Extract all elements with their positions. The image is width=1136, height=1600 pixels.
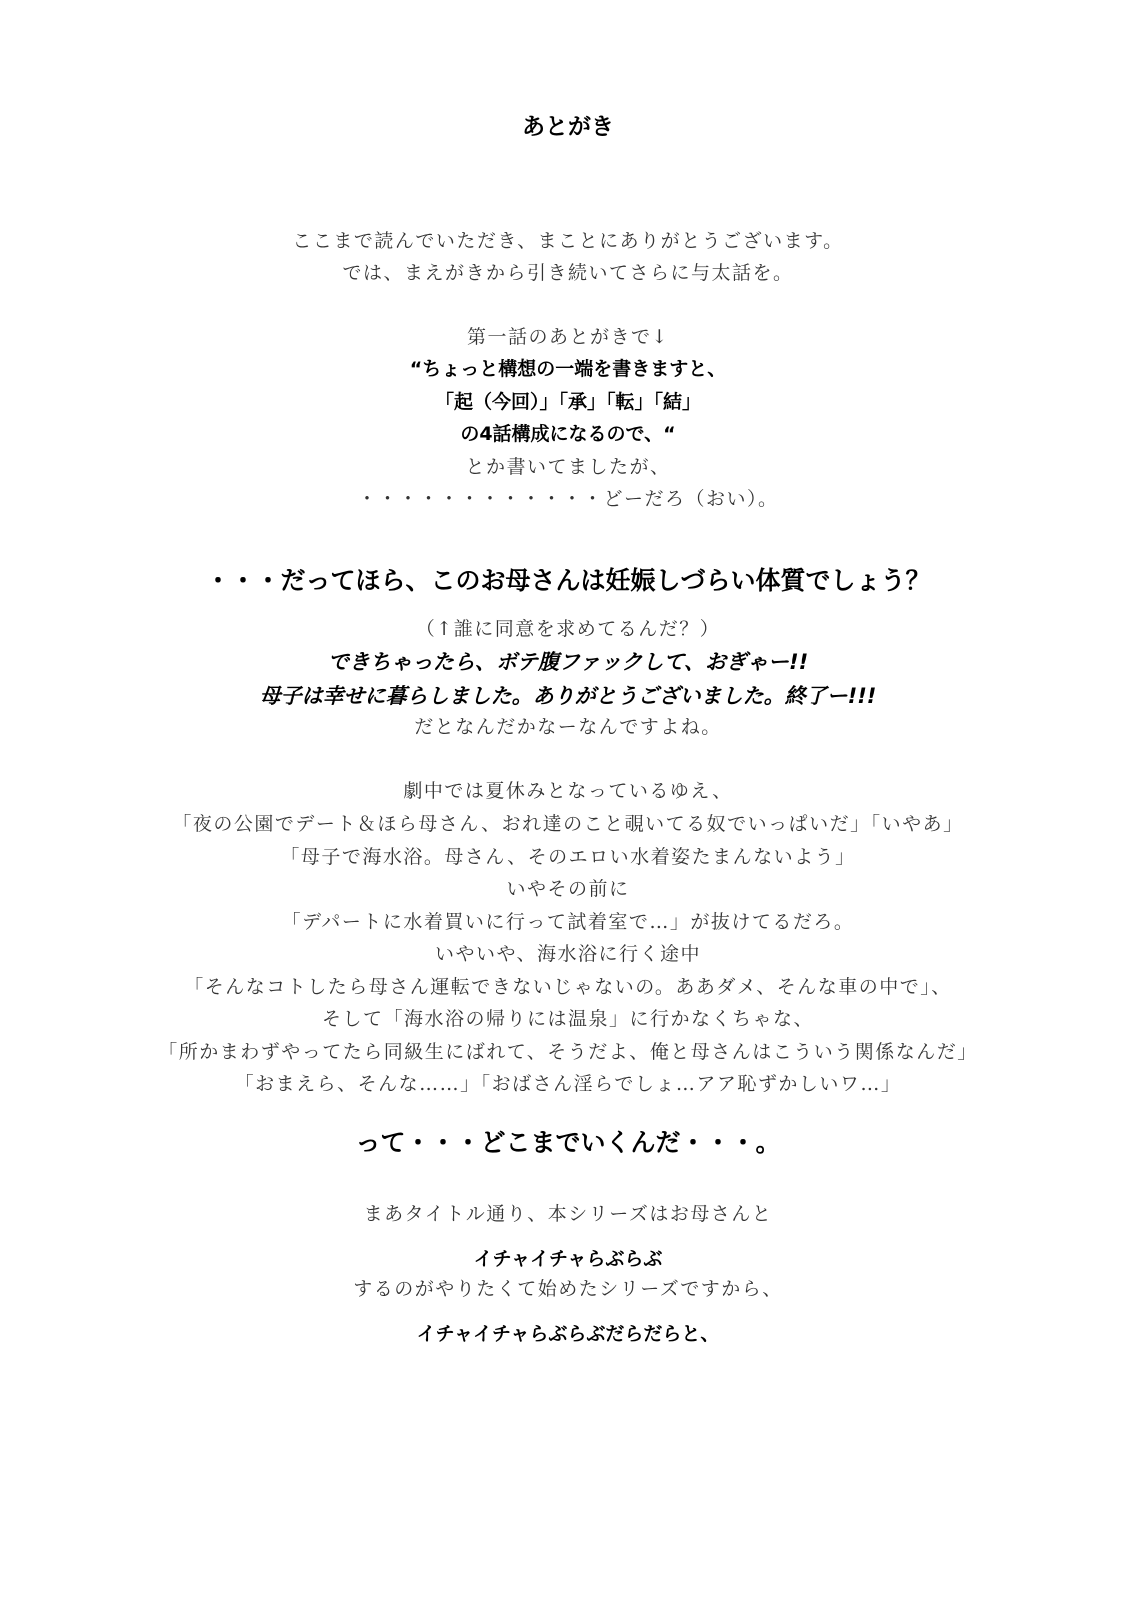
text-line: 「母子で海水浴。母さん、そのエロい水着姿たまんないよう」 <box>280 846 856 868</box>
quoted-line: “ちょっと構想の一端を書きますと、 <box>409 358 727 380</box>
emphasis-line: イチャイチャらぶらぶだらだらと、 <box>416 1323 720 1345</box>
text-line: 「所かまわずやってたら同級生にばれて、そうだよ、俺と母さんはこういう関係なんだ」 <box>158 1041 978 1063</box>
text-line: 「そんなコトしたら母さん運転できないじゃないの。ああダメ、そんな車の中で」、 <box>184 976 952 998</box>
text-line: ・・・・・・・・・・・・どーだろ（おい）。 <box>357 488 779 510</box>
text-line: いやいや、海水浴に行く途中 <box>434 943 702 965</box>
text-line: ここまで読んでいただき、まことにありがとうございます。 <box>292 230 844 252</box>
emphasis-line: ・・・だってほら、このお母さんは妊娠しづらい体質でしょう？ <box>205 566 931 595</box>
emphasis-line: 母子は幸せに暮らしました。ありがとうございました。終了ー!!! <box>259 684 877 708</box>
text-line: 「デパートに水着買いに行って試着室で…」が抜けてるだろ。 <box>281 911 855 933</box>
text-line: いやその前に <box>506 878 630 900</box>
text-line: 第一話のあとがきで↓ <box>467 326 669 348</box>
text-line: そして「海水浴の帰りには温泉」に行かなくちゃな、 <box>321 1008 814 1030</box>
quoted-line: 「起（今回）」「承」「転」「結」 <box>434 391 701 413</box>
text-line: では、まえがきから引き続いてさらに与太話を。 <box>342 262 794 284</box>
emphasis-line: イチャイチャらぶらぶ <box>473 1248 663 1270</box>
page-title: あとがき <box>522 114 614 140</box>
emphasis-line: できちゃったら、ボテ腹ファックして、おぎゃー!! <box>327 650 809 674</box>
text-line: （↑誰に同意を求めてるんだ？） <box>415 618 721 640</box>
text-line: 「おまえら、そんな……」「おばさん淫らでしょ…アア恥ずかしいワ…」 <box>234 1073 902 1095</box>
quoted-line: の4話構成になるので、“ <box>460 423 676 445</box>
text-line: 「夜の公園でデート＆ほら母さん、おれ達のこと覗いてる奴でいっぱいだ」「いやあ」 <box>172 813 964 835</box>
emphasis-line: って・・・どこまでいくんだ・・・。 <box>355 1128 781 1157</box>
text-line: まあタイトル通り、本シリーズはお母さんと <box>363 1203 773 1225</box>
text-line: するのがやりたくて始めたシリーズですから、 <box>353 1278 783 1300</box>
text-line: 劇中では夏休みとなっているゆえ、 <box>403 780 733 802</box>
text-line: とか書いてましたが、 <box>465 456 671 478</box>
text-line: だとなんだかなーなんですよね。 <box>414 716 722 738</box>
